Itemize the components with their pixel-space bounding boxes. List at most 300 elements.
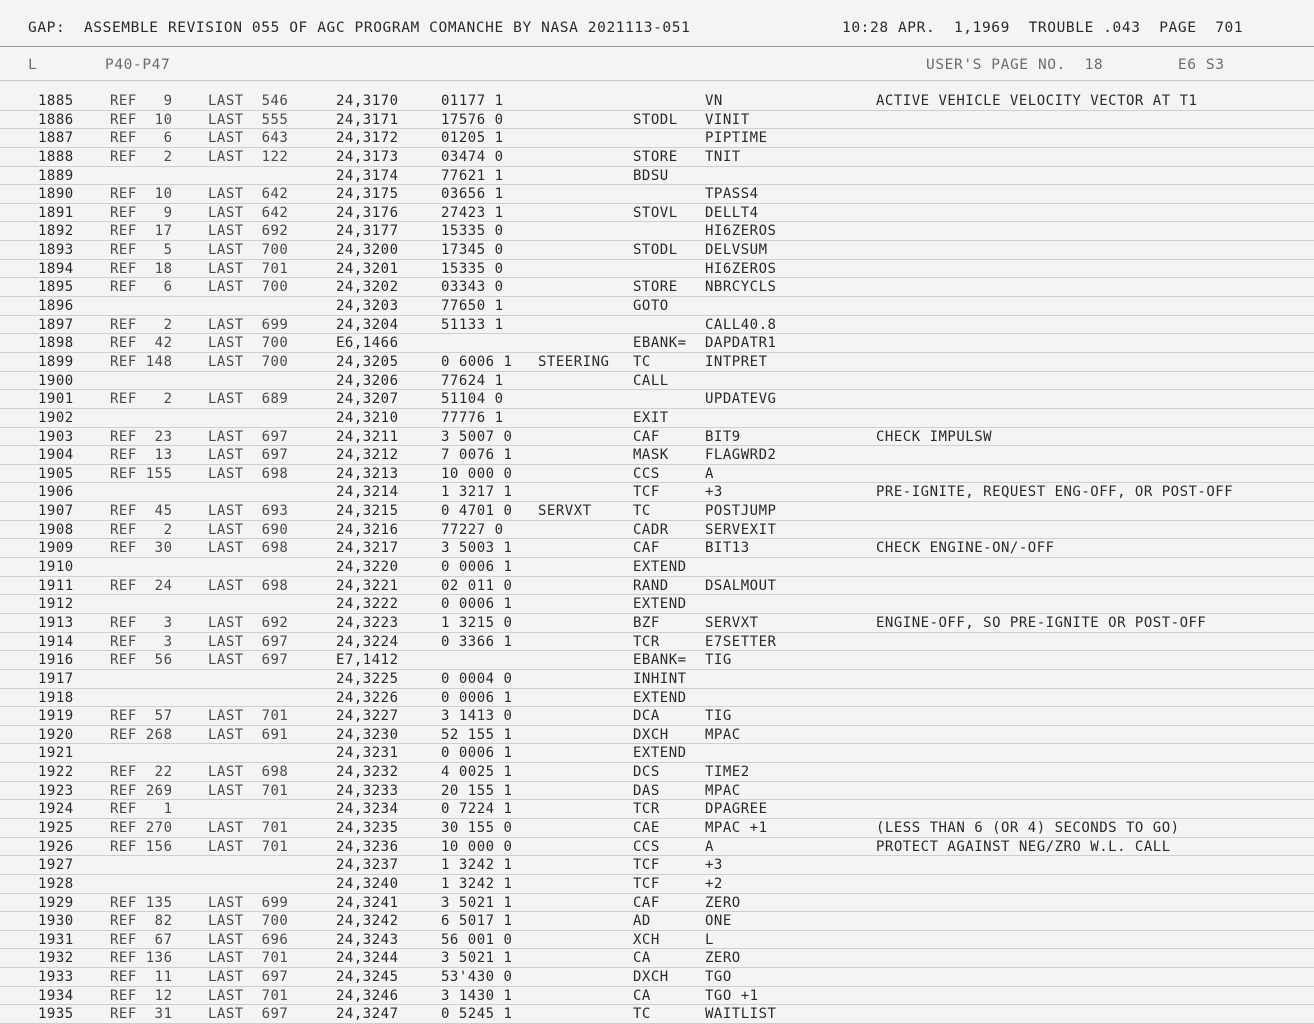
opcode: CALL bbox=[633, 372, 669, 389]
line-number: 1935 bbox=[38, 1006, 74, 1023]
opcode: TC bbox=[633, 503, 651, 520]
octal-word: 3 1413 0 bbox=[441, 708, 513, 725]
octal-word: 77621 1 bbox=[441, 167, 504, 184]
line-number: 1933 bbox=[38, 969, 74, 986]
last-ref: LAST 701 bbox=[208, 708, 289, 725]
opcode: RAND bbox=[633, 577, 669, 594]
line-number: 1934 bbox=[38, 987, 74, 1004]
octal-word: 1 3242 1 bbox=[441, 857, 513, 874]
ref-count: REF 23 bbox=[110, 428, 173, 445]
line-number: 1921 bbox=[38, 745, 74, 762]
ref-count: REF 3 bbox=[110, 614, 173, 631]
line-number: 1911 bbox=[38, 577, 74, 594]
opcode: CADR bbox=[633, 521, 669, 538]
listing-row bbox=[0, 539, 1314, 558]
opcode: GOTO bbox=[633, 298, 669, 315]
log-section-name: P40-P47 bbox=[105, 57, 171, 73]
opcode: TCF bbox=[633, 875, 660, 892]
listing-row bbox=[0, 1005, 1314, 1024]
ref-count: REF 22 bbox=[110, 764, 173, 781]
opcode: CCS bbox=[633, 465, 660, 482]
octal-word: 6 5017 1 bbox=[441, 913, 513, 930]
memory-address: 24,3202 bbox=[336, 279, 399, 296]
octal-word: 15335 0 bbox=[441, 223, 504, 240]
line-number: 1887 bbox=[38, 130, 74, 147]
opcode: CAF bbox=[633, 428, 660, 445]
memory-address: 24,3224 bbox=[336, 633, 399, 650]
opcode: DCS bbox=[633, 764, 660, 781]
listing-row bbox=[0, 838, 1314, 857]
octal-word: 17576 0 bbox=[441, 111, 504, 128]
last-ref: LAST 643 bbox=[208, 130, 289, 147]
opcode: TCF bbox=[633, 857, 660, 874]
memory-address: 24,3231 bbox=[336, 745, 399, 762]
memory-address: 24,3237 bbox=[336, 857, 399, 874]
listing-row bbox=[0, 241, 1314, 260]
last-ref: LAST 698 bbox=[208, 465, 289, 482]
operand: TIG bbox=[705, 652, 732, 669]
ref-count: REF 2 bbox=[110, 391, 173, 408]
memory-address: 24,3201 bbox=[336, 260, 399, 277]
line-number: 1917 bbox=[38, 670, 74, 687]
listing-row bbox=[0, 222, 1314, 241]
memory-address: 24,3235 bbox=[336, 819, 399, 836]
line-number: 1891 bbox=[38, 204, 74, 221]
listing-row bbox=[0, 931, 1314, 950]
octal-word: 52 155 1 bbox=[441, 726, 513, 743]
octal-word: 0 3366 1 bbox=[441, 633, 513, 650]
ref-count: REF 24 bbox=[110, 577, 173, 594]
octal-word: 3 5021 1 bbox=[441, 950, 513, 967]
line-number: 1925 bbox=[38, 819, 74, 836]
listing-row bbox=[0, 428, 1314, 447]
line-number: 1908 bbox=[38, 521, 74, 538]
opcode: STOVL bbox=[633, 204, 678, 221]
ref-count: REF 10 bbox=[110, 111, 173, 128]
octal-word: 51104 0 bbox=[441, 391, 504, 408]
memory-address: 24,3226 bbox=[336, 689, 399, 706]
last-ref: LAST 690 bbox=[208, 521, 289, 538]
subheader-rule bbox=[0, 80, 1314, 81]
line-number: 1901 bbox=[38, 391, 74, 408]
operand: WAITLIST bbox=[705, 1006, 777, 1023]
line-number: 1909 bbox=[38, 540, 74, 557]
memory-address: 24,3241 bbox=[336, 894, 399, 911]
ref-count: REF 3 bbox=[110, 633, 173, 650]
octal-word: 0 0006 1 bbox=[441, 689, 513, 706]
listing-row bbox=[0, 558, 1314, 577]
opcode: DCA bbox=[633, 708, 660, 725]
last-ref: LAST 691 bbox=[208, 726, 289, 743]
octal-word: 51133 1 bbox=[441, 316, 504, 333]
line-number: 1888 bbox=[38, 148, 74, 165]
listing-row bbox=[0, 856, 1314, 875]
listing-row bbox=[0, 800, 1314, 819]
statement-label: STEERING bbox=[538, 353, 610, 370]
operand: DSALMOUT bbox=[705, 577, 777, 594]
octal-word: 27423 1 bbox=[441, 204, 504, 221]
memory-address: E7,1412 bbox=[336, 652, 399, 669]
octal-word: 1 3215 0 bbox=[441, 614, 513, 631]
listing-row bbox=[0, 129, 1314, 148]
listing-row bbox=[0, 372, 1314, 391]
memory-address: 24,3171 bbox=[336, 111, 399, 128]
ref-count: REF 67 bbox=[110, 931, 173, 948]
last-ref: LAST 701 bbox=[208, 838, 289, 855]
line-number: 1906 bbox=[38, 484, 74, 501]
ref-count: REF 9 bbox=[110, 93, 173, 109]
memory-address: 24,3242 bbox=[336, 913, 399, 930]
ref-count: REF 30 bbox=[110, 540, 173, 557]
line-number: 1923 bbox=[38, 782, 74, 799]
last-ref: LAST 698 bbox=[208, 540, 289, 557]
ref-count: REF 6 bbox=[110, 279, 173, 296]
operand: PIPTIME bbox=[705, 130, 768, 147]
ref-count: REF 156 bbox=[110, 838, 173, 855]
opcode: EXTEND bbox=[633, 689, 687, 706]
opcode: BZF bbox=[633, 614, 660, 631]
last-ref: LAST 642 bbox=[208, 204, 289, 221]
line-number: 1929 bbox=[38, 894, 74, 911]
listing-row bbox=[0, 651, 1314, 670]
opcode: CAE bbox=[633, 819, 660, 836]
operand: VINIT bbox=[705, 111, 750, 128]
line-number: 1902 bbox=[38, 409, 74, 426]
comment: CHECK IMPULSW bbox=[876, 428, 993, 445]
listing-row bbox=[0, 894, 1314, 913]
operand: DAPDATR1 bbox=[705, 335, 777, 352]
octal-word: 0 6006 1 bbox=[441, 353, 513, 370]
operand: BIT13 bbox=[705, 540, 750, 557]
listing-row bbox=[0, 614, 1314, 633]
octal-word: 01177 1 bbox=[441, 93, 504, 109]
ref-count: REF 270 bbox=[110, 819, 173, 836]
operand: ONE bbox=[705, 913, 732, 930]
memory-address: 24,3175 bbox=[336, 186, 399, 203]
memory-address: 24,3221 bbox=[336, 577, 399, 594]
line-number: 1928 bbox=[38, 875, 74, 892]
listing-row bbox=[0, 595, 1314, 614]
opcode: CAF bbox=[633, 894, 660, 911]
line-number: 1910 bbox=[38, 559, 74, 576]
memory-address: 24,3245 bbox=[336, 969, 399, 986]
line-number: 1907 bbox=[38, 503, 74, 520]
listing-row bbox=[0, 744, 1314, 763]
memory-address: 24,3220 bbox=[336, 559, 399, 576]
ref-count: REF 2 bbox=[110, 316, 173, 333]
octal-word: 3 1430 1 bbox=[441, 987, 513, 1004]
users-page-number: USER'S PAGE NO. 18 E6 S3 bbox=[926, 57, 1225, 73]
operand: INTPRET bbox=[705, 353, 768, 370]
line-number: 1900 bbox=[38, 372, 74, 389]
last-ref: LAST 122 bbox=[208, 148, 289, 165]
memory-address: 24,3214 bbox=[336, 484, 399, 501]
ref-count: REF 11 bbox=[110, 969, 173, 986]
comment: PROTECT AGAINST NEG/ZRO W.L. CALL bbox=[876, 838, 1171, 855]
listing-row bbox=[0, 483, 1314, 502]
line-number: 1927 bbox=[38, 857, 74, 874]
listing-row bbox=[0, 819, 1314, 838]
memory-address: 24,3236 bbox=[336, 838, 399, 855]
octal-word: 10 000 0 bbox=[441, 465, 513, 482]
line-number: 1918 bbox=[38, 689, 74, 706]
opcode: CAF bbox=[633, 540, 660, 557]
operand: +3 bbox=[705, 484, 723, 501]
opcode: DXCH bbox=[633, 969, 669, 986]
line-number: 1885 bbox=[38, 93, 74, 109]
memory-address: 24,3213 bbox=[336, 465, 399, 482]
memory-address: 24,3223 bbox=[336, 614, 399, 631]
operand: +2 bbox=[705, 875, 723, 892]
opcode: EXTEND bbox=[633, 596, 687, 613]
line-number: 1886 bbox=[38, 111, 74, 128]
listing-row bbox=[0, 92, 1314, 111]
last-ref: LAST 701 bbox=[208, 819, 289, 836]
last-ref: LAST 700 bbox=[208, 913, 289, 930]
octal-word: 0 0006 1 bbox=[441, 559, 513, 576]
listing-row bbox=[0, 968, 1314, 987]
line-number: 1916 bbox=[38, 652, 74, 669]
line-number: 1914 bbox=[38, 633, 74, 650]
operand: NBRCYCLS bbox=[705, 279, 777, 296]
memory-address: E6,1466 bbox=[336, 335, 399, 352]
line-number: 1924 bbox=[38, 801, 74, 818]
line-number: 1897 bbox=[38, 316, 74, 333]
last-ref: LAST 697 bbox=[208, 447, 289, 464]
ref-count: REF 13 bbox=[110, 447, 173, 464]
memory-address: 24,3170 bbox=[336, 93, 399, 109]
operand: MPAC +1 bbox=[705, 819, 768, 836]
listing-row bbox=[0, 987, 1314, 1006]
ref-count: REF 2 bbox=[110, 148, 173, 165]
last-ref: LAST 689 bbox=[208, 391, 289, 408]
header-rule bbox=[0, 46, 1314, 47]
last-ref: LAST 697 bbox=[208, 428, 289, 445]
operand: CALL40.8 bbox=[705, 316, 777, 333]
opcode: MASK bbox=[633, 447, 669, 464]
octal-word: 1 3242 1 bbox=[441, 875, 513, 892]
memory-address: 24,3205 bbox=[336, 353, 399, 370]
ref-count: REF 42 bbox=[110, 335, 173, 352]
listing-row bbox=[0, 185, 1314, 204]
opcode: STODL bbox=[633, 111, 678, 128]
opcode: DXCH bbox=[633, 726, 669, 743]
opcode: EBANK= bbox=[633, 335, 687, 352]
last-ref: LAST 697 bbox=[208, 633, 289, 650]
operand: A bbox=[705, 465, 714, 482]
operand: SERVXT bbox=[705, 614, 759, 631]
ref-count: REF 5 bbox=[110, 242, 173, 259]
opcode: STORE bbox=[633, 148, 678, 165]
octal-word: 53'430 0 bbox=[441, 969, 513, 986]
opcode: TCR bbox=[633, 633, 660, 650]
listing-row bbox=[0, 707, 1314, 726]
octal-word: 02 011 0 bbox=[441, 577, 513, 594]
listing-row bbox=[0, 875, 1314, 894]
last-ref: LAST 701 bbox=[208, 782, 289, 799]
last-ref: LAST 697 bbox=[208, 652, 289, 669]
operand: HI6ZEROS bbox=[705, 223, 777, 240]
last-ref: LAST 555 bbox=[208, 111, 289, 128]
last-ref: LAST 692 bbox=[208, 614, 289, 631]
memory-address: 24,3203 bbox=[336, 298, 399, 315]
last-ref: LAST 701 bbox=[208, 950, 289, 967]
opcode: DAS bbox=[633, 782, 660, 799]
memory-address: 24,3215 bbox=[336, 503, 399, 520]
octal-word: 01205 1 bbox=[441, 130, 504, 147]
octal-word: 20 155 1 bbox=[441, 782, 513, 799]
last-ref: LAST 700 bbox=[208, 335, 289, 352]
ref-count: REF 2 bbox=[110, 521, 173, 538]
octal-word: 10 000 0 bbox=[441, 838, 513, 855]
statement-label: SERVXT bbox=[538, 503, 592, 520]
memory-address: 24,3200 bbox=[336, 242, 399, 259]
log-section-marker: L bbox=[28, 57, 38, 73]
octal-word: 7 0076 1 bbox=[441, 447, 513, 464]
operand: TIG bbox=[705, 708, 732, 725]
last-ref: LAST 699 bbox=[208, 894, 289, 911]
last-ref: LAST 699 bbox=[208, 316, 289, 333]
last-ref: LAST 546 bbox=[208, 93, 289, 109]
listing-row bbox=[0, 633, 1314, 652]
memory-address: 24,3176 bbox=[336, 204, 399, 221]
line-number: 1893 bbox=[38, 242, 74, 259]
ref-count: REF 148 bbox=[110, 353, 173, 370]
line-number: 1904 bbox=[38, 447, 74, 464]
comment: ENGINE-OFF, SO PRE-IGNITE OR POST-OFF bbox=[876, 614, 1207, 631]
operand: DELLT4 bbox=[705, 204, 759, 221]
octal-word: 17345 0 bbox=[441, 242, 504, 259]
listing-row bbox=[0, 446, 1314, 465]
memory-address: 24,3233 bbox=[336, 782, 399, 799]
last-ref: LAST 700 bbox=[208, 279, 289, 296]
listing-row bbox=[0, 502, 1314, 521]
line-number: 1919 bbox=[38, 708, 74, 725]
octal-word: 0 7224 1 bbox=[441, 801, 513, 818]
line-number: 1913 bbox=[38, 614, 74, 631]
memory-address: 24,3210 bbox=[336, 409, 399, 426]
line-number: 1931 bbox=[38, 931, 74, 948]
ref-count: REF 135 bbox=[110, 894, 173, 911]
ref-count: REF 155 bbox=[110, 465, 173, 482]
source-listing bbox=[0, 92, 1314, 1024]
ref-count: REF 12 bbox=[110, 987, 173, 1004]
operand: TIME2 bbox=[705, 764, 750, 781]
listing-row bbox=[0, 260, 1314, 279]
line-number: 1903 bbox=[38, 428, 74, 445]
memory-address: 24,3232 bbox=[336, 764, 399, 781]
octal-word: 15335 0 bbox=[441, 260, 504, 277]
opcode: TCF bbox=[633, 484, 660, 501]
octal-word: 56 001 0 bbox=[441, 931, 513, 948]
ref-count: REF 17 bbox=[110, 223, 173, 240]
operand: TGO bbox=[705, 969, 732, 986]
memory-address: 24,3230 bbox=[336, 726, 399, 743]
listing-row bbox=[0, 148, 1314, 167]
last-ref: LAST 700 bbox=[208, 242, 289, 259]
listing-row bbox=[0, 390, 1314, 409]
listing-row bbox=[0, 316, 1314, 335]
operand: VN bbox=[705, 93, 723, 109]
octal-word: 77227 0 bbox=[441, 521, 504, 538]
opcode: CA bbox=[633, 987, 651, 1004]
operand: TGO +1 bbox=[705, 987, 759, 1004]
memory-address: 24,3173 bbox=[336, 148, 399, 165]
octal-word: 3 5021 1 bbox=[441, 894, 513, 911]
opcode: TC bbox=[633, 353, 651, 370]
listing-row bbox=[0, 111, 1314, 130]
opcode: CCS bbox=[633, 838, 660, 855]
listing-row bbox=[0, 334, 1314, 353]
memory-address: 24,3207 bbox=[336, 391, 399, 408]
operand: L bbox=[705, 931, 714, 948]
operand: DPAGREE bbox=[705, 801, 768, 818]
operand: TPASS4 bbox=[705, 186, 759, 203]
last-ref: LAST 693 bbox=[208, 503, 289, 520]
operand: ZERO bbox=[705, 894, 741, 911]
memory-address: 24,3227 bbox=[336, 708, 399, 725]
octal-word: 3 5003 1 bbox=[441, 540, 513, 557]
operand: MPAC bbox=[705, 782, 741, 799]
ref-count: REF 136 bbox=[110, 950, 173, 967]
ref-count: REF 82 bbox=[110, 913, 173, 930]
octal-word: 03656 1 bbox=[441, 186, 504, 203]
memory-address: 24,3211 bbox=[336, 428, 399, 445]
octal-word: 0 0006 1 bbox=[441, 745, 513, 762]
line-number: 1912 bbox=[38, 596, 74, 613]
line-number: 1898 bbox=[38, 335, 74, 352]
operand: MPAC bbox=[705, 726, 741, 743]
listing-row bbox=[0, 949, 1314, 968]
ref-count: REF 269 bbox=[110, 782, 173, 799]
last-ref: LAST 698 bbox=[208, 764, 289, 781]
line-number: 1922 bbox=[38, 764, 74, 781]
ref-count: REF 10 bbox=[110, 186, 173, 203]
last-ref: LAST 698 bbox=[208, 577, 289, 594]
listing-row bbox=[0, 670, 1314, 689]
listing-row bbox=[0, 521, 1314, 540]
memory-address: 24,3212 bbox=[336, 447, 399, 464]
opcode: EXTEND bbox=[633, 559, 687, 576]
line-number: 1892 bbox=[38, 223, 74, 240]
octal-word: 4 0025 1 bbox=[441, 764, 513, 781]
operand: TNIT bbox=[705, 148, 741, 165]
ref-count: REF 6 bbox=[110, 130, 173, 147]
memory-address: 24,3243 bbox=[336, 931, 399, 948]
memory-address: 24,3247 bbox=[336, 1006, 399, 1023]
operand: ZERO bbox=[705, 950, 741, 967]
last-ref: LAST 692 bbox=[208, 223, 289, 240]
memory-address: 24,3246 bbox=[336, 987, 399, 1004]
listing-row bbox=[0, 689, 1314, 708]
memory-address: 24,3244 bbox=[336, 950, 399, 967]
octal-word: 77650 1 bbox=[441, 298, 504, 315]
memory-address: 24,3225 bbox=[336, 670, 399, 687]
opcode: TCR bbox=[633, 801, 660, 818]
octal-word: 1 3217 1 bbox=[441, 484, 513, 501]
comment: PRE-IGNITE, REQUEST ENG-OFF, OR POST-OFF bbox=[876, 484, 1234, 501]
last-ref: LAST 700 bbox=[208, 353, 289, 370]
octal-word: 03474 0 bbox=[441, 148, 504, 165]
operand: FLAGWRD2 bbox=[705, 447, 777, 464]
listing-row bbox=[0, 577, 1314, 596]
listing-row bbox=[0, 409, 1314, 428]
line-number: 1890 bbox=[38, 186, 74, 203]
opcode: STODL bbox=[633, 242, 678, 259]
listing-row bbox=[0, 912, 1314, 931]
last-ref: LAST 697 bbox=[208, 1006, 289, 1023]
comment: ACTIVE VEHICLE VELOCITY VECTOR AT T1 bbox=[876, 93, 1198, 109]
